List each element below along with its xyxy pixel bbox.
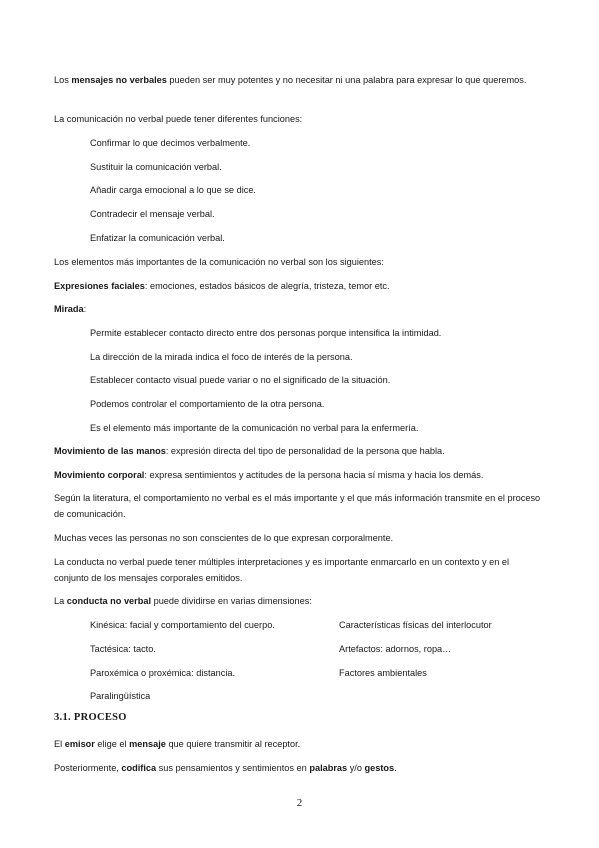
paragraph-dimensiones: La conducta no verbal puede dividirse en varias dimensiones: xyxy=(54,596,312,606)
list-item-function: Contradecir el mensaje verbal. xyxy=(90,209,215,219)
paragraph-expresiones-faciales: Expresiones faciales: emociones, estados básicos de alegría, tristeza, temor etc. xyxy=(54,281,390,291)
bold-term: Movimiento corporal xyxy=(54,470,145,480)
paragraph-funciones: La comunicación no verbal puede tener diferentes funciones: xyxy=(54,114,303,124)
bold-term: gestos xyxy=(364,763,395,773)
paragraph-mirada: Mirada: xyxy=(54,304,87,314)
dimension-item: Paralingüística xyxy=(90,691,151,701)
dimension-item: Factores ambientales xyxy=(339,668,427,678)
paragraph-mensajes-no-verbales: Los mensajes no verbales pueden ser muy potentes y no necesitar ni una palabra para expresar lo que queremos. xyxy=(54,75,527,85)
paragraph-conscientes: Muchas veces las personas no son conscientes de lo que expresan corporalmente. xyxy=(54,533,394,543)
dimension-item: Características físicas del interlocutor xyxy=(339,620,492,630)
list-item-mirada: Establecer contacto visual puede variar o no el significado de la situación. xyxy=(90,375,391,385)
bold-term: mensaje xyxy=(129,739,166,749)
section-heading: 3.1. PROCESO xyxy=(54,712,127,723)
list-item-mirada: La dirección de la mirada indica el foco de interés de la persona. xyxy=(90,352,353,362)
list-item-function: Confirmar lo que decimos verbalmente. xyxy=(90,138,251,148)
paragraph-interpretaciones: La conducta no verbal puede tener múltiples interpretaciones y es importante enmarcarlo en un contexto y en el conjunto de los mensajes corporales emitidos. xyxy=(54,557,510,583)
list-item-mirada: Es el elemento más importante de la comunicación no verbal para la enfermería. xyxy=(90,423,419,433)
bold-term: emisor xyxy=(64,739,95,749)
bold-term: Mirada xyxy=(54,304,84,314)
list-item-mirada: Podemos controlar el comportamiento de la otra persona. xyxy=(90,399,325,409)
list-item-function: Añadir carga emocional a lo que se dice. xyxy=(90,185,256,195)
page-number: 2 xyxy=(296,797,303,809)
bold-term: Movimiento de las manos xyxy=(54,446,166,456)
paragraph-movimiento-corporal: Movimiento corporal: expresa sentimientos y actitudes de la persona hacia sí misma y hacia los demás. xyxy=(54,470,484,480)
dimension-item: Artefactos: adornos, ropa… xyxy=(339,644,452,654)
paragraph-emisor: El emisor elige el mensaje que quiere transmitir al receptor. xyxy=(54,739,301,749)
paragraph-movimiento-manos: Movimiento de las manos: expresión directa del tipo de personalidad de la persona que habla. xyxy=(54,446,445,456)
list-item-function: Enfatizar la comunicación verbal. xyxy=(90,233,225,243)
dimension-item: Tactésica: tacto. xyxy=(90,644,156,654)
bold-term: conducta no verbal xyxy=(66,596,152,606)
bold-term: Expresiones faciales xyxy=(54,281,145,291)
paragraph-codifica: Posteriormente, codifica sus pensamientos y sentimientos en palabras y/o gestos. xyxy=(54,763,397,773)
bold-term: mensajes no verbales xyxy=(71,75,167,85)
paragraph-elementos: Los elementos más importantes de la comunicación no verbal son los siguientes: xyxy=(54,257,384,267)
list-item-mirada: Permite establecer contacto directo entre dos personas porque intensifica la intimidad. xyxy=(90,328,442,338)
paragraph-literatura: Según la literatura, el comportamiento no verbal es el más importante y el que más información transmite en el proceso de comunicación. xyxy=(54,493,541,519)
bold-term: codifica xyxy=(121,763,157,773)
list-item-function: Sustituir la comunicación verbal. xyxy=(90,162,222,172)
bold-term: palabras xyxy=(309,763,348,773)
dimension-item: Paroxémica o proxémica: distancia. xyxy=(90,668,236,678)
dimension-item: Kinésica: facial y comportamiento del cuerpo. xyxy=(90,620,275,630)
